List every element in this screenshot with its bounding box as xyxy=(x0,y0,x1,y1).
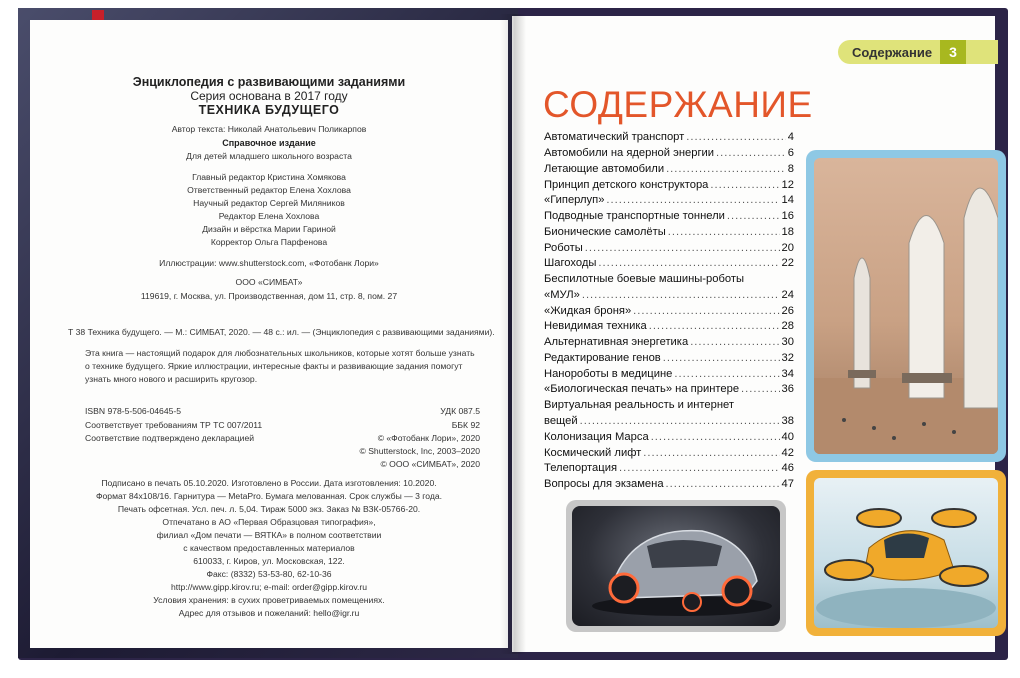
series-founded: Серия основана в 2017 году xyxy=(190,89,348,103)
annotation-line: о технике будущего. Яркие иллюстрации, интересные факты и развивающие задания помогут xyxy=(85,361,463,371)
publisher-address: 119619, г. Москва, ул. Производственная, дом 11, стр. 8, пом. 27 xyxy=(140,291,398,301)
audience-line: Для детей младшего школьного возраста xyxy=(186,151,352,161)
series-title: Энциклопедия с развивающими заданиями xyxy=(132,75,406,89)
left-page xyxy=(30,20,508,648)
bbk: ББК 92 xyxy=(451,420,480,430)
publisher-name: ООО «СИМБАТ» xyxy=(235,277,303,287)
imprint-line: филиал «Дом печати — ВЯТКА» в полном соответствии xyxy=(156,530,382,540)
credit-line: Корректор Ольга Парфенова xyxy=(210,237,328,247)
drone-illustration xyxy=(806,470,1006,636)
imprint-line: Печать офсетная. Усл. печ. л. 5,04. Тираж 5000 экз. Заказ № ВЗК-05766-20. xyxy=(117,504,421,514)
toc-entry: Принцип детского конструктора ..... 12 xyxy=(544,179,794,195)
isbn: ISBN 978-5-506-04645-5 xyxy=(85,406,182,416)
annotation-line: узнать много нового и расширить кругозор. xyxy=(85,374,258,384)
book-title: ТЕХНИКА БУДУЩЕГО xyxy=(198,103,340,117)
toc-entry: Автоматический транспорт ..... 4 xyxy=(544,131,794,147)
drone-drawing xyxy=(814,478,998,628)
toc-entry: Редактирование генов ..... 32 xyxy=(544,352,794,368)
credit-line: Научный редактор Сергей Миляников xyxy=(193,198,345,208)
imprint-line: 610033, г. Киров, ул. Московская, 122. xyxy=(193,556,345,566)
toc-entry: Вопросы для экзамена ..... 47 xyxy=(544,478,794,494)
credit-line: Дизайн и вёрстка Марии Гариной xyxy=(202,224,336,234)
section-tab-label: Содержание xyxy=(852,45,933,60)
credit-line: Ответственный редактор Елена Хохлова xyxy=(187,185,351,195)
toc-entry: Шагоходы ..... 22 xyxy=(544,257,794,273)
toc-entry: Альтернативная энергетика ..... 30 xyxy=(544,336,794,352)
imprint-line: Условия хранения: в сухих проветриваемых помещениях. xyxy=(153,595,385,605)
copyright-line: © ООО «СИМБАТ», 2020 xyxy=(380,459,480,469)
toc-entry: Летающие автомобили ..... 8 xyxy=(544,163,794,179)
page-number: 3 xyxy=(940,40,966,64)
udk: УДК 087.5 xyxy=(440,406,480,416)
rockets-drawing xyxy=(814,158,998,454)
imprint-line: Факс: (8332) 53-53-80, 62-10-36 xyxy=(206,569,332,579)
credit-line: Главный редактор Кристина Хомякова xyxy=(192,172,346,182)
edition-type: Справочное издание xyxy=(222,138,316,148)
credit-line: Редактор Елена Хохлова xyxy=(218,211,320,221)
toc-entry: Бионические самолёты ..... 18 xyxy=(544,226,794,242)
toc-entry: Колонизация Марса ..... 40 xyxy=(544,431,794,447)
imprint-line: Формат 84х108/16. Гарнитура — MetaPro. Бумага мелованная. Срок службы — 3 года. xyxy=(95,491,443,501)
toc-entry: Роботы ..... 20 xyxy=(544,242,794,258)
toc-entry: Космический лифт ..... 42 xyxy=(544,447,794,463)
toc-entry: Беспилотные боевые машины-роботы xyxy=(544,273,745,285)
illustrations-credit: Иллюстрации: www.shutterstock.com, «Фотобанк Лори» xyxy=(159,258,379,268)
rockets-illustration xyxy=(806,150,1006,462)
concept-car-drawing xyxy=(572,506,780,626)
toc-entry: Подводные транспортные тоннели ..... 16 xyxy=(544,210,794,226)
toc-entry: Виртуальная реальность и интернет xyxy=(544,399,735,411)
author-line: Автор текста: Николай Анатольевич Поликарпов xyxy=(171,124,367,134)
concept-car-illustration xyxy=(566,500,786,632)
catalog-line: Т 38 Техника будущего. — М.: СИМБАТ, 2020. — 48 с.: ил. — (Энциклопедия с развивающими заданиями). xyxy=(68,327,495,337)
annotation-line: Эта книга — настоящий подарок для любознательных школьников, которые хотят больше узнать xyxy=(85,348,475,358)
copyright-line: © «Фотобанк Лори», 2020 xyxy=(377,433,480,443)
toc-entry: Телепортация ..... 46 xyxy=(544,462,794,478)
imprint-line: http://www.gipp.kirov.ru; e-mail: order@gipp.kirov.ru xyxy=(170,582,368,592)
toc-entry: вещей ..... 38 xyxy=(544,415,794,431)
imprint-line: с качеством предоставленных материалов xyxy=(183,543,355,553)
declaration-line: Соответствие подтверждено декларацией xyxy=(85,433,255,443)
imprint-line: Подписано в печать 05.10.2020. Изготовлено в России. Дата изготовления: 10.2020. xyxy=(101,478,437,488)
toc-entry: Автомобили на ядерной энергии ..... 6 xyxy=(544,147,794,163)
copyright-line: © Shutterstock, Inc, 2003–2020 xyxy=(359,446,480,456)
toc-entry: «МУЛ» ..... 24 xyxy=(544,289,794,305)
toc-entry: «Биологическая печать» на принтере ..... 36 xyxy=(544,383,794,399)
imprint-line: Адрес для отзывов и пожеланий: hello@igr.ru xyxy=(178,608,360,618)
toc-entry: «Жидкая броня» ..... 26 xyxy=(544,305,794,321)
toc-entry: «Гиперлуп» ..... 14 xyxy=(544,194,794,210)
toc-entry: Нанороботы в медицине ..... 34 xyxy=(544,368,794,384)
imprint-line: Отпечатано в АО «Первая Образцовая типография», xyxy=(162,517,376,527)
book-spine xyxy=(500,14,526,654)
toc-entry: Невидимая техника ..... 28 xyxy=(544,320,794,336)
conformity-line: Соответствует требованиям ТР ТС 007/2011 xyxy=(85,420,263,430)
toc-title: СОДЕРЖАНИЕ xyxy=(543,84,813,125)
